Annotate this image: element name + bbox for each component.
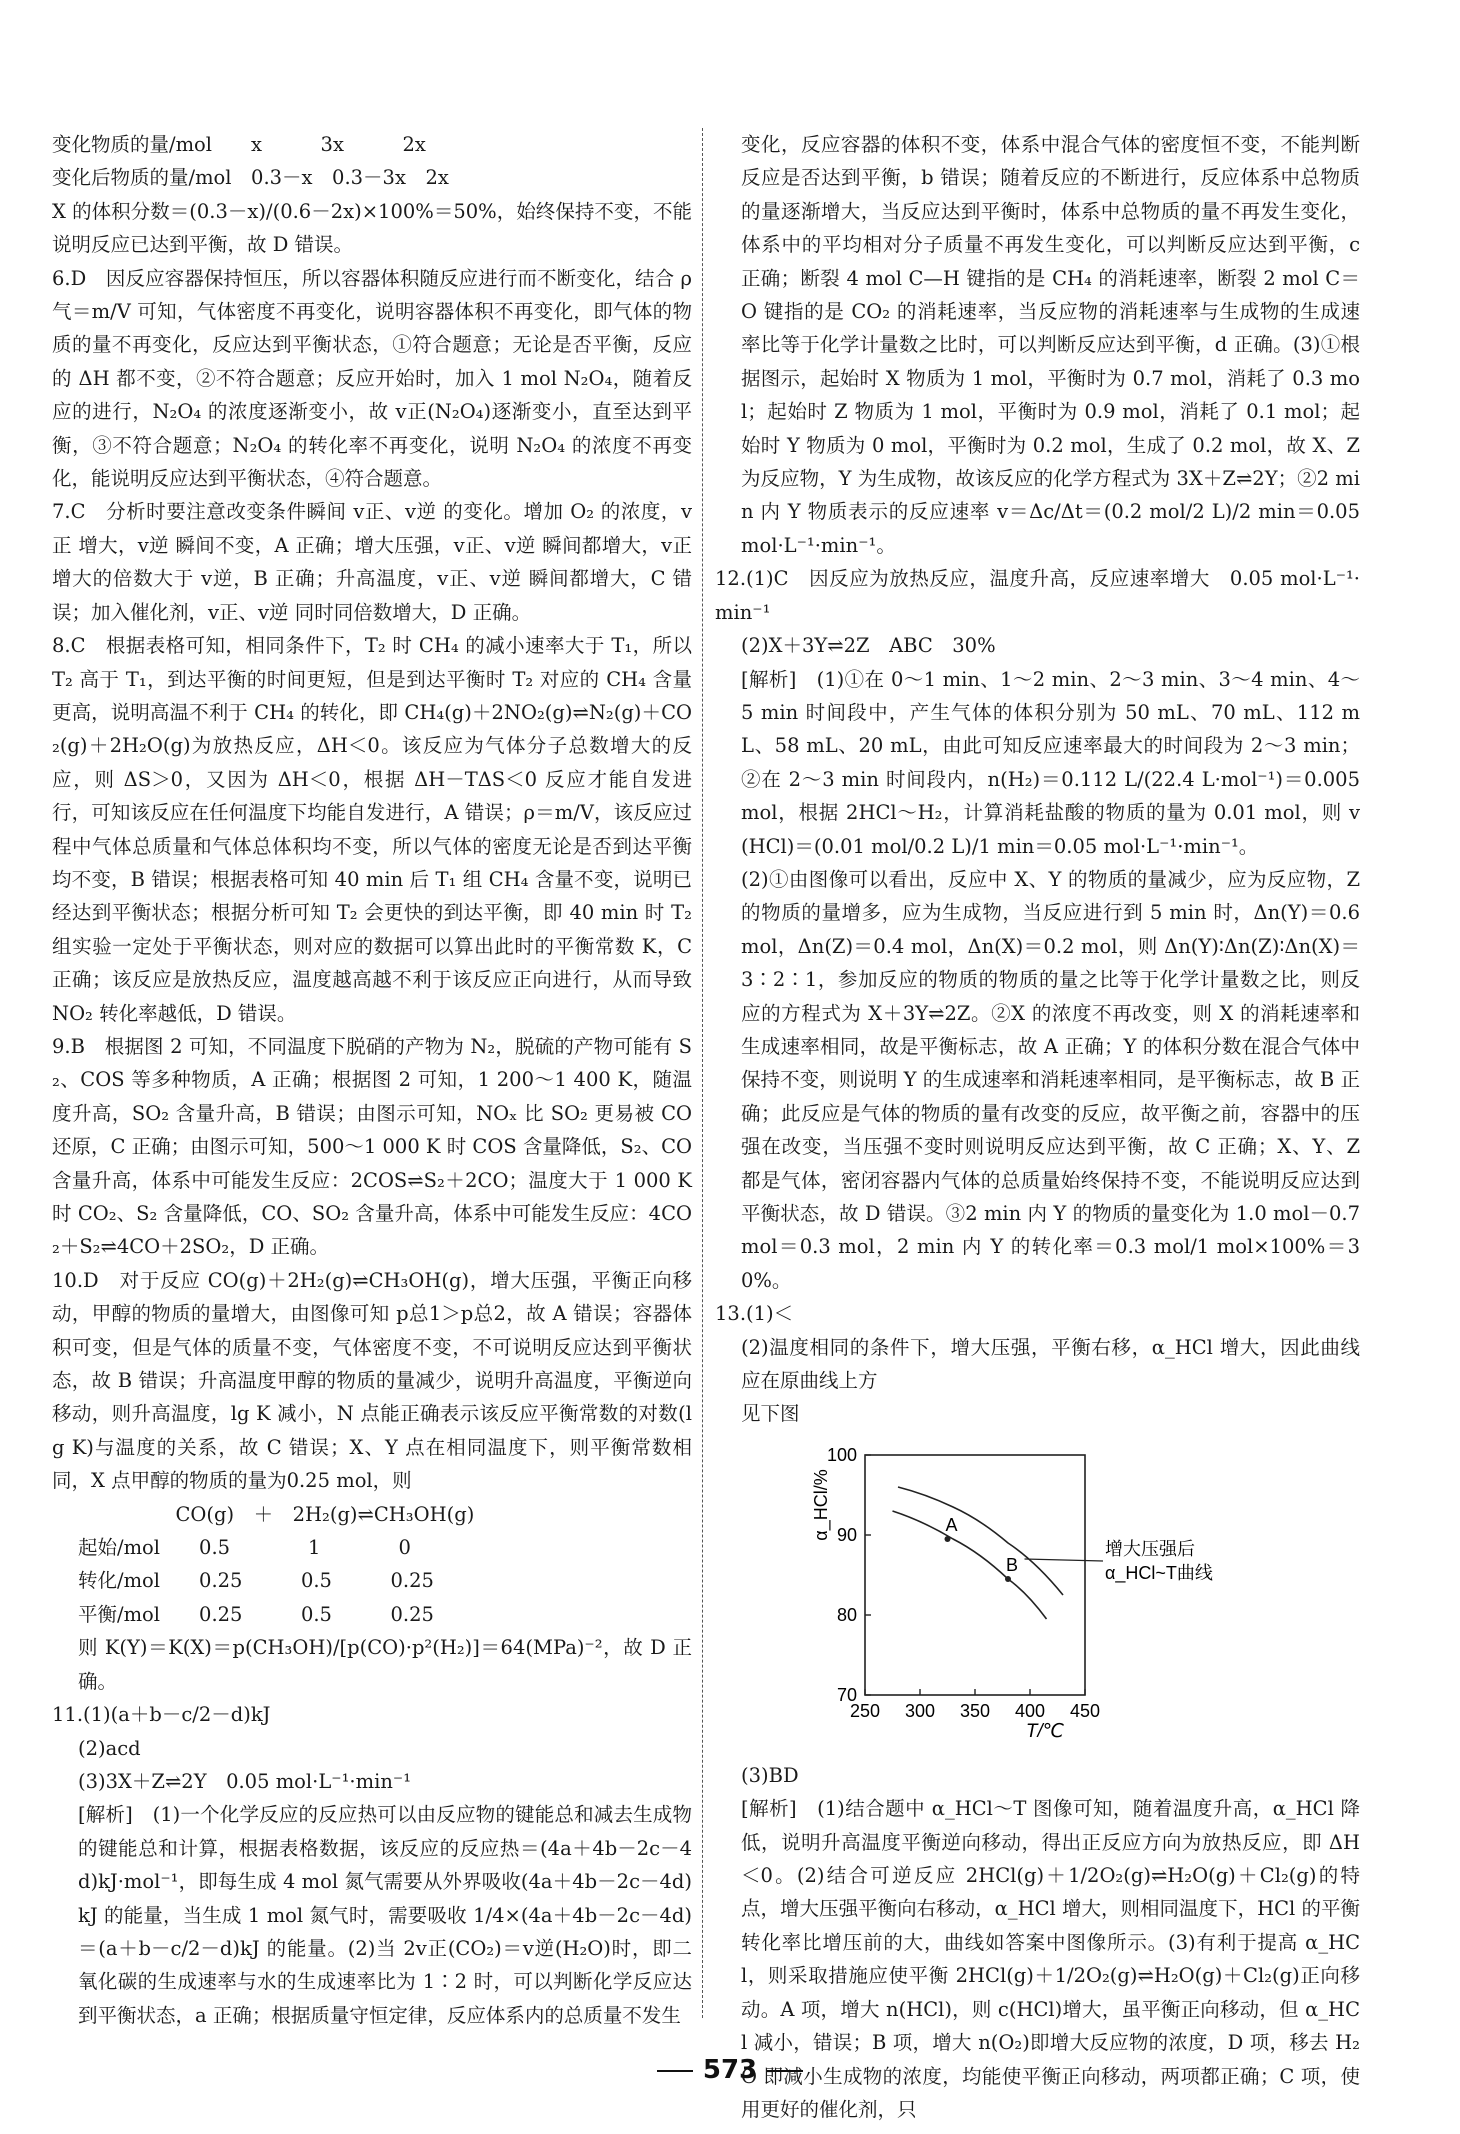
answer-13-analysis: [解析] (1)结合题中 α_HCl～T 图像可知，随着温度升高，α_HCl 降低，说明升高温度平衡逆向移动，得出正反应方向为放热反应，即 ΔH＜0。(2)结合可逆反应 2HCl(g)＋1/2O₂(g)⇌H₂O(g)＋Cl₂(g)的特点，增大压强平衡向右移动，α_HCl 增大，则相同温度下，HCl 的平衡转化率比增压前的大，曲线如答案中图像所示。(3)有利于提高 α_HCl，则采取措施应使平衡 2HCl(g)＋1/2O₂(g)⇌H₂O(g)＋Cl₂(g)正向移动。A 项，增大 n(HCl)，则 c(HCl)增大，虽平衡正向移动，但 α_HCl 减小，错误；B 项，增大 n(O₂)即增大反应物的浓度，D 项，移去 H₂O 即减小生成物的浓度，均能使平衡正向移动，两项都正确；C 项，使用更好的催化剂，只	[741, 1797, 1360, 2121]
answer-11-1: 11.(1)(a＋b－c/2－d)kJ	[52, 1703, 271, 1727]
left-column	[52, 128, 699, 2032]
answer-6: 6.D 因反应容器保持恒压，所以容器体积随反应进行而不断变化，结合 ρ气＝m/V 可知，气体密度不再变化，说明容器体积不再变化，即气体的物质的量不再变化，反应达到平衡状态，①符合题意；无论是否平衡，反应的 ΔH 都不变，②不符合题意；反应开始时，加入 1 mol N₂O₄，随着反应的进行，N₂O₄ 的浓度逐渐变小，故 v正(N₂O₄)逐渐变小，直至达到平衡，③不符合题意；N₂O₄ 的转化率不再变化，说明 N₂O₄ 的浓度不再变化，能说明反应达到平衡状态，④符合题意。	[52, 266, 692, 491]
answer-12-analysis-1: [解析] (1)①在 0～1 min、1～2 min、2～3 min、3～4 min、4～5 min 时间段中，产生气体的体积分别为 50 mL、70 mL、112 mL、58 mL、20 mL，由此可知反应速率最大的时间段为 2～3 min；②在 2～3 min 时间段内，n(H₂)＝0.112 L/(22.4 L·mol⁻¹)＝0.005 mol，根据 2HCl～H₂，计算消耗盐酸的物质的量为 0.01 mol，则 v(HCl)＝(0.01 mol/0.2 L)/1 min＝0.05 mol·L⁻¹·min⁻¹。	[741, 667, 1367, 858]
high-pressure-curve	[898, 1487, 1063, 1595]
plot-frame	[865, 1455, 1085, 1695]
answer-11-2: (2)acd	[78, 1736, 141, 1760]
column-divider	[702, 128, 703, 2018]
point-label-a: A	[945, 1514, 958, 1535]
answer-13-3: (3)BD	[741, 1763, 799, 1787]
answer-11-analysis-cont: 变化，反应容器的体积不变，体系中混合气体的密度恒不变，不能判断反应是否达到平衡，b 错误；随着反应的不断进行，反应体系中总物质的量逐渐增大，当反应达到平衡时，体系中总物质的量不再发生变化，体系中的平均相对分子质量不再发生变化，可以判断反应达到平衡，c 正确；断裂 4 mol C—H 键指的是 CH₄ 的消耗速率，断裂 2 mol C＝O 键指的是 CO₂ 的消耗速率，当反应物的消耗速率与生成物的生成速率比等于化学计量数之比时，可以判断反应达到平衡，d 正确。(3)①根据图示，起始时 X 物质为 1 mol，平衡时为 0.7 mol，消耗了 0.3 mol；起始时 Z 物质为 1 mol，平衡时为 0.9 mol，消耗了 0.1 mol；起始时 Y 物质为 0 mol，平衡时为 0.2 mol，生成了 0.2 mol，故 X、Z 为反应物，Y 为生成物，故该反应的化学方程式为 3X＋Z⇌2Y；②2 min 内 Y 物质表示的反应速率 v＝Δc/Δt＝(0.2 mol/2 L)/2 min＝0.05 mol·L⁻¹·min⁻¹。	[741, 133, 1367, 557]
table-header: CO(g) ＋ 2H₂(g)⇌CH₃OH(g)	[78, 1502, 475, 1526]
table-row-start: 起始/mol 0.5 1 0	[78, 1536, 411, 1560]
page-footer	[0, 2055, 1460, 2085]
left-para-2: 变化后物质的量/mol 0.3－x 0.3－3x 2x	[52, 166, 449, 190]
y-tick-label: 100	[826, 1444, 857, 1465]
answer-8: 8.C 根据表格可知，相同条件下，T₂ 时 CH₄ 的减小速率大于 T₁，所以 T₂ 高于 T₁，到达平衡的时间更短，但是到达平衡时 T₂ 对应的 CH₄ 含量更高，说明高温不利于 CH₄ 的转化，即 CH₄(g)＋2NO₂(g)⇌N₂(g)＋CO₂(g)＋2H₂O(g)为放热反应，ΔH＜0。该反应为气体分子总数增大的反应，则 ΔS＞0，又因为 ΔH＜0，根据 ΔH－TΔS＜0 反应才能自发进行，可知该反应在任何温度下均能自发进行，A 错误；ρ＝m/V，该反应过程中气体总质量和气体总体积均不变，所以气体的密度无论是否到达平衡均不变，B 错误；根据表格可知 40 min 后 T₁ 组 CH₄ 含量不变，说明已经达到平衡状态；根据分析可知 T₂ 会更快的到达平衡，即 40 min 时 T₂ 组实验一定处于平衡状态，则对应的数据可以算出此时的平衡常数 K，C 正确；该反应是放热反应，温度越高越不利于该反应正向进行，从而导致 NO₂ 转化率越低，D 错误。	[52, 634, 699, 1025]
curve-annotation-line2: α_HCl~T曲线	[1105, 1562, 1213, 1583]
answer-12-2: (2)X＋3Y⇌2Z ABC 30%	[741, 634, 996, 658]
footer-dash-left	[657, 2070, 693, 2072]
y-axis-label: α_HCl/%	[811, 1469, 831, 1541]
answer-13-2: (2)温度相同的条件下，增大压强，平衡右移，α_HCl 增大，因此曲线应在原曲线上方	[741, 1335, 1360, 1393]
x-tick-label: 400	[1014, 1700, 1046, 1721]
answer-13-1: 13.(1)＜	[715, 1302, 794, 1326]
answer-10-conclusion: 则 K(Y)＝K(X)＝p(CH₃OH)/[p(CO)·p²(H₂)]＝64(MPa)⁻²，故 D 正确。	[78, 1636, 692, 1693]
x-tick-label: 300	[904, 1700, 936, 1721]
left-para-1: 变化物质的量/mol x 3x 2x	[52, 133, 426, 156]
x-axis-label: T/℃	[1025, 1720, 1065, 1742]
point-a	[945, 1536, 951, 1542]
right-column	[715, 128, 1367, 2126]
point-label-b: B	[1006, 1554, 1019, 1575]
footer-dash-right	[767, 2070, 803, 2072]
x-tick-label: 450	[1069, 1700, 1101, 1721]
y-tick-label: 80	[836, 1604, 857, 1625]
x-tick-label: 350	[959, 1700, 991, 1721]
curve-annotation-line1: 增大压强后	[1105, 1538, 1195, 1559]
answer-11-3: (3)3X＋Z⇌2Y 0.05 mol·L⁻¹·min⁻¹	[78, 1769, 412, 1793]
point-b	[1005, 1576, 1011, 1582]
x-tick-label: 250	[849, 1700, 881, 1721]
table-row-change: 转化/mol 0.25 0.5 0.25	[78, 1569, 434, 1593]
table-row-equilibrium: 平衡/mol 0.25 0.5 0.25	[78, 1602, 434, 1626]
y-tick-label: 90	[836, 1524, 857, 1545]
answer-12-1: 12.(1)C 因反应为放热反应，温度升高，反应速率增大 0.05 mol·L⁻¹·min⁻¹	[715, 567, 1360, 624]
answer-7: 7.C 分析时要注意改变条件瞬间 v正、v逆 的变化。增加 O₂ 的浓度，v正 增大，v逆 瞬间不变，A 正确；增大压强，v正、v逆 瞬间都增大，v正 增大的倍数大于 v逆，B 正确；升高温度，v正、v逆 瞬间都增大，C 错误；加入催化剂，v正、v逆 同时同倍数增大，D 正确。	[52, 500, 699, 624]
original-curve	[893, 1511, 1047, 1619]
answer-12-analysis-2: (2)①由图像可以看出，反应中 X、Y 的物质的量减少，应为反应物，Z 的物质的量增多，应为生成物，当反应进行到 5 min 时，Δn(Y)＝0.6 mol，Δn(Z)＝0.4 mol，Δn(X)＝0.2 mol，则 Δn(Y)∶Δn(Z)∶Δn(X)＝3∶2∶1，参加反应的物质的物质的量之比等于化学计量数之比，则反应的方程式为 X＋3Y⇌2Z。②X 的浓度不再改变，则 X 的消耗速率和生成速率相同，故是平衡标志，故 A 正确；Y 的体积分数在混合气体中保持不变，则说明 Y 的生成速率和消耗速率相同，是平衡标志，故 B 正确；此反应是气体的物质的量有改变的反应，故平衡之前，容器中的压强在改变，当压强不变时则说明反应达到平衡，故 C 正确；X、Y、Z 都是气体，密闭容器内气体的总质量始终保持不变，不能说明反应达到平衡状态，故 D 错误。③2 min 内 Y 的物质的量变化为 1.0 mol－0.7 mol＝0.3 mol，2 min 内 Y 的转化率＝0.3 mol/1 mol×100%＝30%。	[741, 867, 1367, 1292]
answer-11-analysis: [解析] (1)一个化学反应的反应热可以由反应物的键能总和减去生成物的键能总和计算，根据表格数据，该反应的反应热＝(4a＋4b－2c－4d)kJ·mol⁻¹，即每生成 4 mol 氮气需要从外界吸收(4a＋4b－2c－4d)kJ 的能量，当生成 1 mol 氮气时，需要吸收 1/4×(4a＋4b－2c－4d)＝(a＋b－c/2－d)kJ 的能量。(2)当 2v正(CO₂)＝v逆(H₂O)时，即二氧化碳的生成速率与水的生成速率比为 1∶2 时，可以判断化学反应达到平衡状态，a 正确；根据质量守恒定律，反应体系内的总质量不发生	[78, 1803, 692, 2027]
page-number: 573	[702, 2055, 758, 2085]
answer-10: 10.D 对于反应 CO(g)＋2H₂(g)⇌CH₃OH(g)，增大压强，平衡正向移动，甲醇的物质的量增大，由图像可知 p总1＞p总2，故 A 错误；容器体积可变，但是气体的质量不变，气体密度不变，不可说明反应达到平衡状态，故 B 错误；升高温度甲醇的物质的量减少，说明升高温度，平衡逆向移动，则升高温度，lg K 减小，N 点能正确表示该反应平衡常数的对数(lg K)与温度的关系，故 C 错误；X、Y 点在相同温度下，则平衡常数相同，X 点甲醇的物质的量为0.25 mol，则	[52, 1268, 692, 1493]
y-tick-label: 70	[836, 1684, 857, 1705]
left-para-3: X 的体积分数＝(0.3－x)/(0.6－2x)×100%＝50%，始终保持不变，不能说明反应已达到平衡，故 D 错误。	[52, 199, 692, 257]
annotation-leader	[1025, 1559, 1104, 1561]
see-figure: 见下图	[741, 1402, 800, 1426]
alpha-hcl-chart	[805, 1445, 1225, 1745]
chart-svg	[805, 1445, 1225, 1745]
answer-9: 9.B 根据图 2 可知，不同温度下脱硝的产物为 N₂，脱硫的产物可能有 S₂、COS 等多种物质，A 正确；根据图 2 可知，1 200～1 400 K，随温度升高，SO₂ 含量升高，B 错误；由图示可知，NOₓ 比 SO₂ 更易被 CO 还原，C 正确；由图示可知，500～1 000 K 时 COS 含量降低，S₂、CO 含量升高，体系中可能发生反应：2COS⇌S₂＋2CO；温度大于 1 000 K 时 CO₂、S₂ 含量降低，CO、SO₂ 含量升高，体系中可能发生反应：4CO₂＋S₂⇌4CO＋2SO₂，D 正确。	[52, 1034, 699, 1259]
